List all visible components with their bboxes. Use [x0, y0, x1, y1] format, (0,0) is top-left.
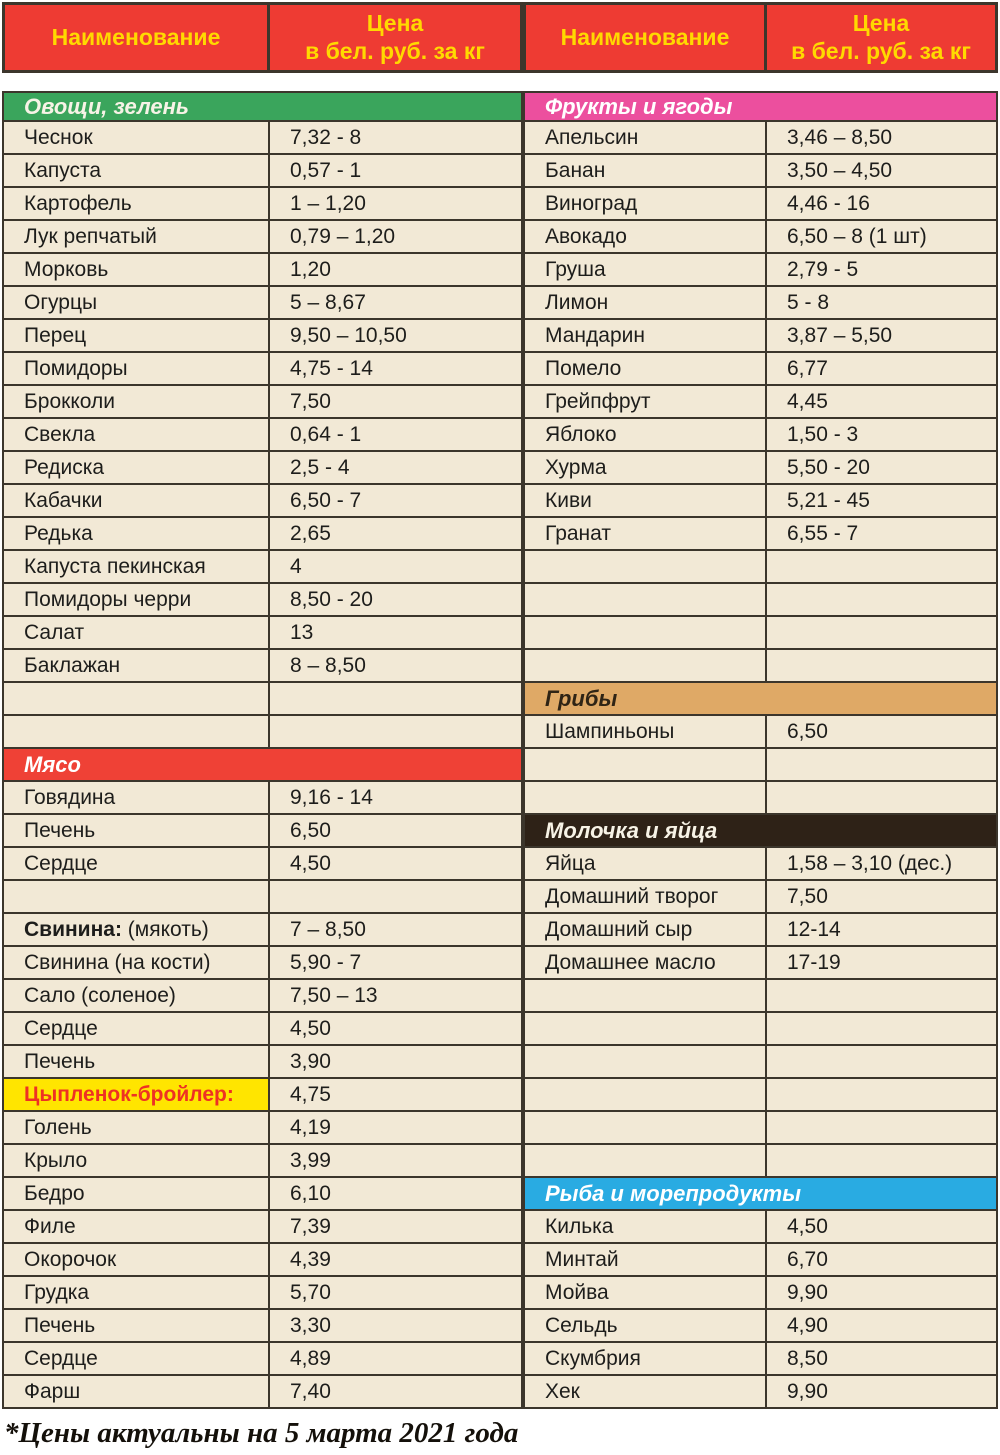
item-price: 9,90	[766, 1276, 997, 1309]
item-row	[524, 121, 997, 154]
item-row	[3, 1012, 522, 1045]
item-row	[3, 1045, 522, 1078]
empty-row	[3, 682, 522, 715]
item-price: 7,50	[269, 385, 522, 418]
item-name	[3, 682, 269, 715]
price-table-left	[2, 91, 523, 1409]
section-label: Грибы	[524, 682, 997, 715]
empty-row	[524, 1012, 997, 1045]
column-header-name: Наименование	[51, 23, 221, 50]
item-name: Морковь	[3, 253, 269, 286]
item-price: 2,65	[269, 517, 522, 550]
item-price: 6,70	[766, 1243, 997, 1276]
item-price	[766, 1012, 997, 1045]
column-header-price-line1: Цена	[366, 9, 424, 36]
item-name: Яблоко	[524, 418, 766, 451]
item-row	[3, 517, 522, 550]
item-price: 7,39	[269, 1210, 522, 1243]
item-name	[524, 1078, 766, 1111]
item-name: Мойва	[524, 1276, 766, 1309]
section-label: Рыба и морепродукты	[524, 1177, 997, 1210]
table-header-right	[523, 2, 998, 73]
item-price: 4,19	[269, 1111, 522, 1144]
item-name: Печень	[3, 1309, 269, 1342]
item-row	[3, 781, 522, 814]
item-price: 4,39	[269, 1243, 522, 1276]
item-name: Бедро	[3, 1177, 269, 1210]
item-row	[524, 187, 997, 220]
item-row	[524, 154, 997, 187]
item-row	[524, 715, 997, 748]
item-name	[524, 781, 766, 814]
item-row	[524, 847, 997, 880]
item-row	[3, 979, 522, 1012]
item-price: 5,70	[269, 1276, 522, 1309]
item-price: 0,79 – 1,20	[269, 220, 522, 253]
price-table-right	[523, 91, 998, 1409]
item-row	[3, 1144, 522, 1177]
item-row	[3, 1276, 522, 1309]
item-name: Сельдь	[524, 1309, 766, 1342]
item-row	[524, 253, 997, 286]
item-row	[3, 1111, 522, 1144]
item-price: 6,77	[766, 352, 997, 385]
empty-row	[3, 880, 522, 913]
item-name: Окорочок	[3, 1243, 269, 1276]
item-row	[524, 1243, 997, 1276]
item-name	[524, 649, 766, 682]
item-name	[524, 979, 766, 1012]
item-name: Яйца	[524, 847, 766, 880]
item-price: 6,50 – 8 (1 шт)	[766, 220, 997, 253]
item-price: 5,21 - 45	[766, 484, 997, 517]
item-name: Чеснок	[3, 121, 269, 154]
item-price	[766, 781, 997, 814]
item-name: Перец	[3, 319, 269, 352]
item-name: Банан	[524, 154, 766, 187]
item-price: 6,10	[269, 1177, 522, 1210]
item-row	[3, 385, 522, 418]
item-price: 5 – 8,67	[269, 286, 522, 319]
item-name	[524, 583, 766, 616]
empty-row	[524, 979, 997, 1012]
item-row	[3, 946, 522, 979]
item-row	[524, 880, 997, 913]
item-price: 4,46 - 16	[766, 187, 997, 220]
item-row	[524, 1309, 997, 1342]
item-name: Хурма	[524, 451, 766, 484]
item-row	[3, 1177, 522, 1210]
item-name: Сало (соленое)	[3, 979, 269, 1012]
item-row	[3, 1243, 522, 1276]
section-label: Цыпленок-бройлер:	[3, 1078, 269, 1111]
column-header-name: Наименование	[560, 23, 730, 50]
item-price: 8,50 - 20	[269, 583, 522, 616]
item-row	[3, 451, 522, 484]
item-price: 12-14	[766, 913, 997, 946]
empty-row	[524, 1045, 997, 1078]
item-name: Авокадо	[524, 220, 766, 253]
item-name: Лимон	[524, 286, 766, 319]
item-name: Филе	[3, 1210, 269, 1243]
header-gap	[2, 73, 998, 91]
item-price: 6,50	[269, 814, 522, 847]
item-price	[766, 583, 997, 616]
item-name: Грудка	[3, 1276, 269, 1309]
item-name	[3, 880, 269, 913]
section-label: Мясо	[3, 748, 522, 781]
item-name	[524, 1012, 766, 1045]
item-price	[766, 979, 997, 1012]
item-price: 4,45	[766, 385, 997, 418]
item-price: 9,50 – 10,50	[269, 319, 522, 352]
item-price: 5 - 8	[766, 286, 997, 319]
item-name: Кабачки	[3, 484, 269, 517]
item-name: Лук репчатый	[3, 220, 269, 253]
empty-row	[524, 748, 997, 781]
price-tables	[2, 91, 998, 1409]
item-row	[524, 484, 997, 517]
item-price: 4,90	[766, 1309, 997, 1342]
item-name: Груша	[524, 253, 766, 286]
item-row	[524, 385, 997, 418]
section-header-row	[3, 1078, 522, 1111]
item-name: Сердце	[3, 847, 269, 880]
item-price	[766, 1045, 997, 1078]
item-name: Салат	[3, 616, 269, 649]
item-name: Домашнее масло	[524, 946, 766, 979]
item-row	[3, 121, 522, 154]
item-name: Фарш	[3, 1375, 269, 1408]
item-row	[524, 220, 997, 253]
item-price: 4	[269, 550, 522, 583]
item-name: Печень	[3, 814, 269, 847]
item-price: 1,50 - 3	[766, 418, 997, 451]
item-name	[524, 748, 766, 781]
item-name	[524, 1045, 766, 1078]
item-price: 13	[269, 616, 522, 649]
item-name: Гранат	[524, 517, 766, 550]
item-name: Капуста пекинская	[3, 550, 269, 583]
item-name: Картофель	[3, 187, 269, 220]
section-header-row	[524, 92, 997, 121]
item-row	[524, 913, 997, 946]
item-price: 4,75 - 14	[269, 352, 522, 385]
item-price	[766, 1144, 997, 1177]
item-price: 17-19	[766, 946, 997, 979]
section-header-row	[524, 682, 997, 715]
item-price	[269, 715, 522, 748]
item-name: Килька	[524, 1210, 766, 1243]
item-price: 4,50	[269, 1012, 522, 1045]
item-price: 7,50	[766, 880, 997, 913]
section-label: Овощи, зелень	[3, 92, 522, 121]
item-row	[3, 154, 522, 187]
item-price: 4,50	[269, 847, 522, 880]
item-row	[524, 1210, 997, 1243]
item-name: Свинина (на кости)	[3, 946, 269, 979]
column-header-price-line2: в бел. руб. за кг	[305, 37, 485, 64]
item-price: 1,20	[269, 253, 522, 286]
item-price: 0,57 - 1	[269, 154, 522, 187]
item-name: Голень	[3, 1111, 269, 1144]
item-row	[524, 1375, 997, 1408]
item-name: Минтай	[524, 1243, 766, 1276]
item-price	[766, 550, 997, 583]
item-price: 5,90 - 7	[269, 946, 522, 979]
item-price: 5,50 - 20	[766, 451, 997, 484]
section-label: Фрукты и ягоды	[524, 92, 997, 121]
empty-row	[524, 1078, 997, 1111]
section-header-row	[3, 748, 522, 781]
item-name: Помидоры	[3, 352, 269, 385]
item-name: Крыло	[3, 1144, 269, 1177]
item-row	[3, 649, 522, 682]
column-header-price	[267, 5, 520, 70]
item-name: Сердце	[3, 1342, 269, 1375]
empty-row	[524, 1111, 997, 1144]
item-row	[3, 1309, 522, 1342]
footnote-text: *Цены актуальны на 5 марта 2021 года	[4, 1417, 519, 1449]
item-name: Капуста	[3, 154, 269, 187]
item-name	[524, 616, 766, 649]
item-price: 7,40	[269, 1375, 522, 1408]
item-price: 2,5 - 4	[269, 451, 522, 484]
empty-row	[524, 781, 997, 814]
item-row	[524, 451, 997, 484]
item-price	[766, 1111, 997, 1144]
item-name: Свекла	[3, 418, 269, 451]
item-row	[524, 1276, 997, 1309]
column-header-price-line2: в бел. руб. за кг	[791, 37, 971, 64]
item-row	[3, 220, 522, 253]
item-name: Говядина	[3, 781, 269, 814]
item-price: 3,50 – 4,50	[766, 154, 997, 187]
item-row	[3, 1375, 522, 1408]
item-row	[3, 550, 522, 583]
item-price: 3,90	[269, 1045, 522, 1078]
item-price: 8 – 8,50	[269, 649, 522, 682]
item-name: Редиска	[3, 451, 269, 484]
item-name: Баклажан	[3, 649, 269, 682]
item-price: 1,58 – 3,10 (дес.)	[766, 847, 997, 880]
item-name: Грейпфрут	[524, 385, 766, 418]
item-name: Помело	[524, 352, 766, 385]
item-price: 8,50	[766, 1342, 997, 1375]
item-price: 7 – 8,50	[269, 913, 522, 946]
empty-row	[524, 649, 997, 682]
item-name	[524, 550, 766, 583]
item-price: 3,30	[269, 1309, 522, 1342]
item-price: 3,46 – 8,50	[766, 121, 997, 154]
item-price: 3,87 – 5,50	[766, 319, 997, 352]
item-price: 0,64 - 1	[269, 418, 522, 451]
item-row	[3, 847, 522, 880]
item-price	[766, 649, 997, 682]
item-row	[3, 319, 522, 352]
column-header-price	[764, 5, 995, 70]
item-name	[3, 715, 269, 748]
item-name: Печень	[3, 1045, 269, 1078]
empty-row	[3, 715, 522, 748]
item-name: Домашний творог	[524, 880, 766, 913]
item-row	[3, 352, 522, 385]
item-row	[3, 616, 522, 649]
item-row	[3, 253, 522, 286]
item-row	[524, 1342, 997, 1375]
item-price: 3,99	[269, 1144, 522, 1177]
item-name	[524, 1111, 766, 1144]
item-name: Скумбрия	[524, 1342, 766, 1375]
item-row	[524, 286, 997, 319]
item-price: 6,50	[766, 715, 997, 748]
item-row	[3, 286, 522, 319]
item-price	[269, 880, 522, 913]
section-header-row	[524, 1177, 997, 1210]
item-row	[524, 352, 997, 385]
item-price: 4,89	[269, 1342, 522, 1375]
item-row	[3, 1342, 522, 1375]
item-price: 6,50 - 7	[269, 484, 522, 517]
item-price	[766, 1078, 997, 1111]
empty-row	[524, 616, 997, 649]
item-price: 6,55 - 7	[766, 517, 997, 550]
empty-row	[524, 583, 997, 616]
item-name: Помидоры черри	[3, 583, 269, 616]
item-row	[3, 814, 522, 847]
item-row	[524, 517, 997, 550]
item-name: Домашний сыр	[524, 913, 766, 946]
column-header-price-line1: Цена	[852, 9, 910, 36]
item-name: Свинина: (мякоть)	[3, 913, 269, 946]
section-header-row	[524, 814, 997, 847]
item-name: Апельсин	[524, 121, 766, 154]
item-name: Сердце	[3, 1012, 269, 1045]
item-name: Брокколи	[3, 385, 269, 418]
table-header-left	[2, 2, 523, 73]
item-row	[524, 946, 997, 979]
item-row	[3, 418, 522, 451]
item-price	[766, 616, 997, 649]
section-header-row	[3, 92, 522, 121]
item-price: 7,32 - 8	[269, 121, 522, 154]
item-price: 4,50	[766, 1210, 997, 1243]
item-row	[3, 583, 522, 616]
section-label: Молочка и яйца	[524, 814, 997, 847]
item-row	[3, 187, 522, 220]
item-name: Хек	[524, 1375, 766, 1408]
empty-row	[524, 550, 997, 583]
item-price: 7,50 – 13	[269, 979, 522, 1012]
item-name: Редька	[3, 517, 269, 550]
item-price	[766, 748, 997, 781]
item-price	[269, 682, 522, 715]
item-row	[3, 484, 522, 517]
item-name: Огурцы	[3, 286, 269, 319]
item-price: 1 – 1,20	[269, 187, 522, 220]
item-price: 4,75	[269, 1078, 522, 1111]
item-name: Мандарин	[524, 319, 766, 352]
item-row	[3, 913, 522, 946]
item-price: 9,16 - 14	[269, 781, 522, 814]
item-price: 9,90	[766, 1375, 997, 1408]
item-row	[524, 418, 997, 451]
item-name: Виноград	[524, 187, 766, 220]
empty-row	[524, 1144, 997, 1177]
item-name: Шампиньоны	[524, 715, 766, 748]
item-price: 2,79 - 5	[766, 253, 997, 286]
table-headers	[2, 2, 998, 73]
item-name: Киви	[524, 484, 766, 517]
item-row	[524, 319, 997, 352]
item-row	[3, 1210, 522, 1243]
item-name	[524, 1144, 766, 1177]
